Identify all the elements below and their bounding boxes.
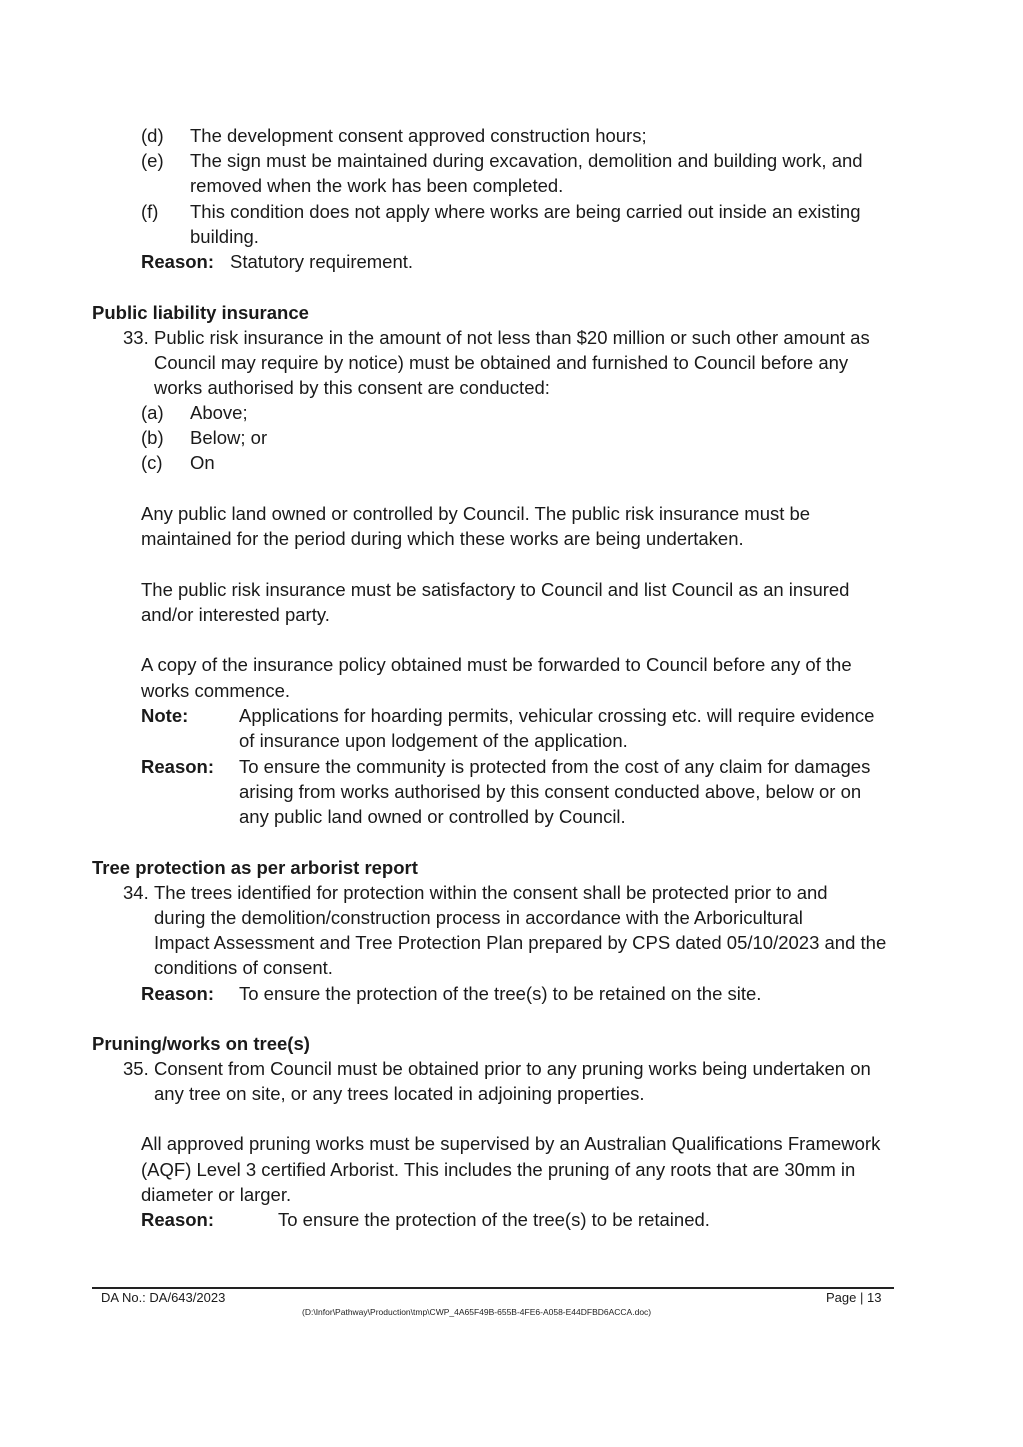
item-text-a: Above; — [190, 402, 248, 423]
reason-label: Reason: — [141, 251, 214, 272]
paragraph-insurance-satisfactory-line2: and/or interested party. — [141, 604, 330, 625]
paragraph-copy-policy-line1: A copy of the insurance policy obtained must be forwarded to Council before any of the — [141, 654, 852, 675]
paragraph-public-land-line2: maintained for the period during which these works are being undertaken. — [141, 528, 744, 549]
item-label-c: (c) — [141, 452, 163, 473]
item-text-e-line2: removed when the work has been completed. — [190, 175, 564, 196]
paragraph-insurance-satisfactory-line1: The public risk insurance must be satisfactory to Council and list Council as an insured — [141, 579, 850, 600]
paragraph-pruning-line2: (AQF) Level 3 certified Arborist. This includes the pruning of any roots that are 30mm in — [141, 1159, 856, 1180]
item-text-c: On — [190, 452, 215, 473]
item-text-f-line2: building. — [190, 226, 259, 247]
reason-label: Reason: — [141, 1209, 214, 1230]
paragraph-public-land-line1: Any public land owned or controlled by Council. The public risk insurance must be — [141, 503, 811, 524]
condition-34-line2: during the demolition/construction process in accordance with the Arboricultural — [154, 907, 803, 928]
note-text-line2: of insurance upon lodgement of the application. — [239, 730, 628, 751]
item-text-b: Below; or — [190, 427, 268, 448]
condition-number-34: 34. — [123, 882, 149, 903]
item-text-d: The development consent approved construction hours; — [190, 125, 647, 146]
note-label: Note: — [141, 705, 189, 726]
paragraph-pruning-line1: All approved pruning works must be supervised by an Australian Qualifications Framework — [141, 1133, 881, 1154]
reason-text: To ensure the protection of the tree(s) to be retained. — [278, 1209, 710, 1230]
reason-text-line2: arising from works authorised by this consent conducted above, below or on — [239, 781, 862, 802]
condition-number-33: 33. — [123, 327, 149, 348]
footer-file-path: (D:\Infor\Pathway\Production\tmp\CWP_4A65F49B-655B-4FE6-A058-E44DFBD6ACCA.doc) — [302, 1307, 652, 1317]
item-text-e-line1: The sign must be maintained during excavation, demolition and building work, and — [190, 150, 863, 171]
item-text-f-line1: This condition does not apply where works are being carried out inside an existing — [190, 201, 861, 222]
footer-page-number: Page | 13 — [826, 1290, 882, 1305]
condition-34-line4: conditions of consent. — [154, 957, 333, 978]
reason-label: Reason: — [141, 756, 214, 777]
condition-number-35: 35. — [123, 1058, 149, 1079]
reason-text: Statutory requirement. — [230, 251, 414, 272]
reason-text: To ensure the protection of the tree(s) to be retained on the site. — [239, 983, 762, 1004]
item-label-b: (b) — [141, 427, 164, 448]
note-text-line1: Applications for hoarding permits, vehicular crossing etc. will require evidence — [239, 705, 875, 726]
condition-34-line1: The trees identified for protection within the consent shall be protected prior to and — [154, 882, 828, 903]
item-label-a: (a) — [141, 402, 164, 423]
section-heading-tree-protection: Tree protection as per arborist report — [92, 857, 418, 878]
condition-35-line2: any tree on site, or any trees located in adjoining properties. — [154, 1083, 645, 1104]
condition-33-line1: Public risk insurance in the amount of not less than $20 million or such other amount as — [154, 327, 870, 348]
paragraph-pruning-line3: diameter or larger. — [141, 1184, 292, 1205]
condition-33-line3: works authorised by this consent are conducted: — [154, 377, 550, 398]
footer-divider — [92, 1287, 894, 1289]
paragraph-copy-policy-line2: works commence. — [141, 680, 291, 701]
item-label-d: (d) — [141, 125, 164, 146]
condition-33-line2: Council may require by notice) must be obtained and furnished to Council before any — [154, 352, 849, 373]
footer-da-number: DA No.: DA/643/2023 — [101, 1290, 226, 1305]
section-heading-pruning: Pruning/works on tree(s) — [92, 1033, 310, 1054]
section-heading-public-liability: Public liability insurance — [92, 302, 309, 323]
reason-label: Reason: — [141, 983, 214, 1004]
condition-34-line3: Impact Assessment and Tree Protection Plan prepared by CPS dated 05/10/2023 and the — [154, 932, 887, 953]
item-label-e: (e) — [141, 150, 164, 171]
item-label-f: (f) — [141, 201, 159, 222]
reason-text-line1: To ensure the community is protected from the cost of any claim for damages — [239, 756, 871, 777]
reason-text-line3: any public land owned or controlled by Council. — [239, 806, 626, 827]
condition-35-line1: Consent from Council must be obtained prior to any pruning works being undertaken on — [154, 1058, 871, 1079]
